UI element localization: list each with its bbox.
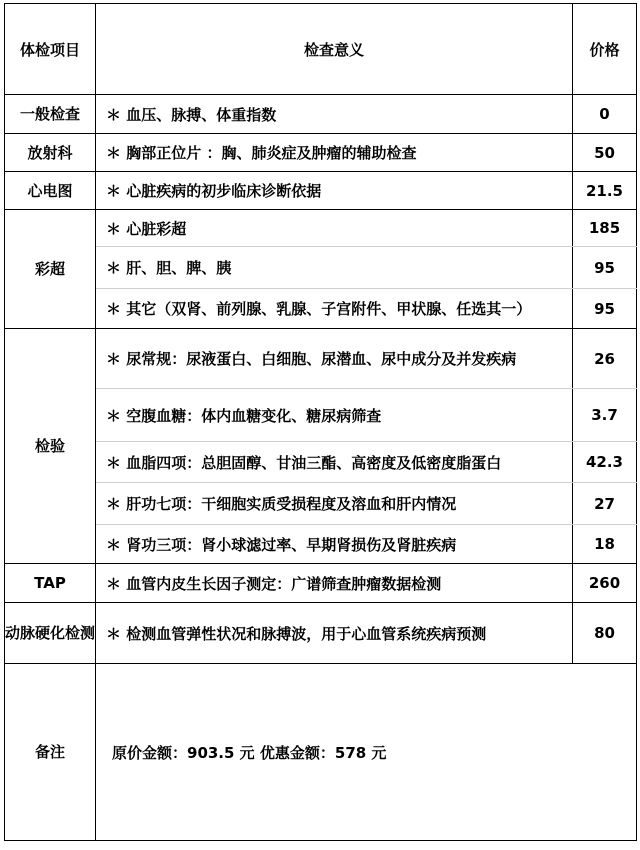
item-price: 42.3 [573, 442, 637, 483]
item-price: 95 [573, 247, 637, 289]
table-row [5, 389, 637, 442]
notes-label: 备注 [5, 664, 96, 841]
item-description: ＊ 血脂四项：总胆固醇、甘油三酯、高密度及低密度脂蛋白 [96, 442, 573, 483]
item-name: 心电图 [5, 172, 96, 210]
item-price: 80 [573, 603, 637, 664]
table-row [5, 442, 637, 483]
item-description: ＊ 空腹血糖：体内血糖变化、糖尿病筛查 [96, 389, 573, 442]
table-row [5, 210, 637, 247]
item-name: 一般检查 [5, 95, 96, 134]
table-row [5, 247, 637, 289]
item-name: 放射科 [5, 134, 96, 172]
item-price: 21.5 [573, 172, 637, 210]
item-price: 50 [573, 134, 637, 172]
table-row [5, 172, 637, 210]
table-row [5, 289, 637, 329]
item-price: 95 [573, 289, 637, 329]
item-description: ＊ 肝功七项：干细胞实质受损程度及溶血和肝内情况 [96, 483, 573, 525]
checkup-price-table [4, 3, 637, 841]
item-price: 260 [573, 564, 637, 603]
item-description: ＊ 心脏彩超 [96, 210, 573, 247]
item-name: 彩超 [5, 210, 96, 329]
table-row [5, 483, 637, 525]
table-row [5, 329, 637, 389]
item-price: 26 [573, 329, 637, 389]
item-description: ＊ 肝、胆、脾、胰 [96, 247, 573, 289]
table-row [5, 95, 637, 134]
item-price: 27 [573, 483, 637, 525]
item-description: ＊ 肾功三项：肾小球滤过率、早期肾损伤及肾脏疾病 [96, 525, 573, 564]
table-row [5, 134, 637, 172]
item-price: 185 [573, 210, 637, 247]
item-description: ＊ 其它（双肾、前列腺、乳腺、子宫附件、甲状腺、任选其一） [96, 289, 573, 329]
header-price: 价格 [573, 4, 637, 95]
item-price: 0 [573, 95, 637, 134]
item-description: ＊ 心脏疾病的初步临床诊断依据 [96, 172, 573, 210]
item-price: 18 [573, 525, 637, 564]
item-description: ＊ 胸部正位片 ：胸、肺炎症及肿瘤的辅助检查 [96, 134, 573, 172]
item-price: 3.7 [573, 389, 637, 442]
table-row [5, 603, 637, 664]
notes-text: 原价金额：903.5 元 优惠金额：578 元 [96, 664, 637, 841]
header-meaning: 检查意义 [96, 4, 573, 95]
notes-row [5, 664, 637, 841]
item-description: ＊ 检测血管弹性状况和脉搏波，用于心血管系统疾病预测 [96, 603, 573, 664]
table-row [5, 525, 637, 564]
item-name: TAP [5, 564, 96, 603]
item-name: 检验 [5, 329, 96, 564]
header-row [5, 4, 637, 95]
item-description: ＊ 血压、脉搏、体重指数 [96, 95, 573, 134]
item-name: 动脉硬化检测 [5, 603, 96, 664]
item-description: ＊ 尿常规：尿液蛋白、白细胞、尿潜血、尿中成分及并发疾病 [96, 329, 573, 389]
item-description: ＊ 血管内皮生长因子测定：广谱筛查肿瘤数据检测 [96, 564, 573, 603]
header-item: 体检项目 [5, 4, 96, 95]
table-row [5, 564, 637, 603]
